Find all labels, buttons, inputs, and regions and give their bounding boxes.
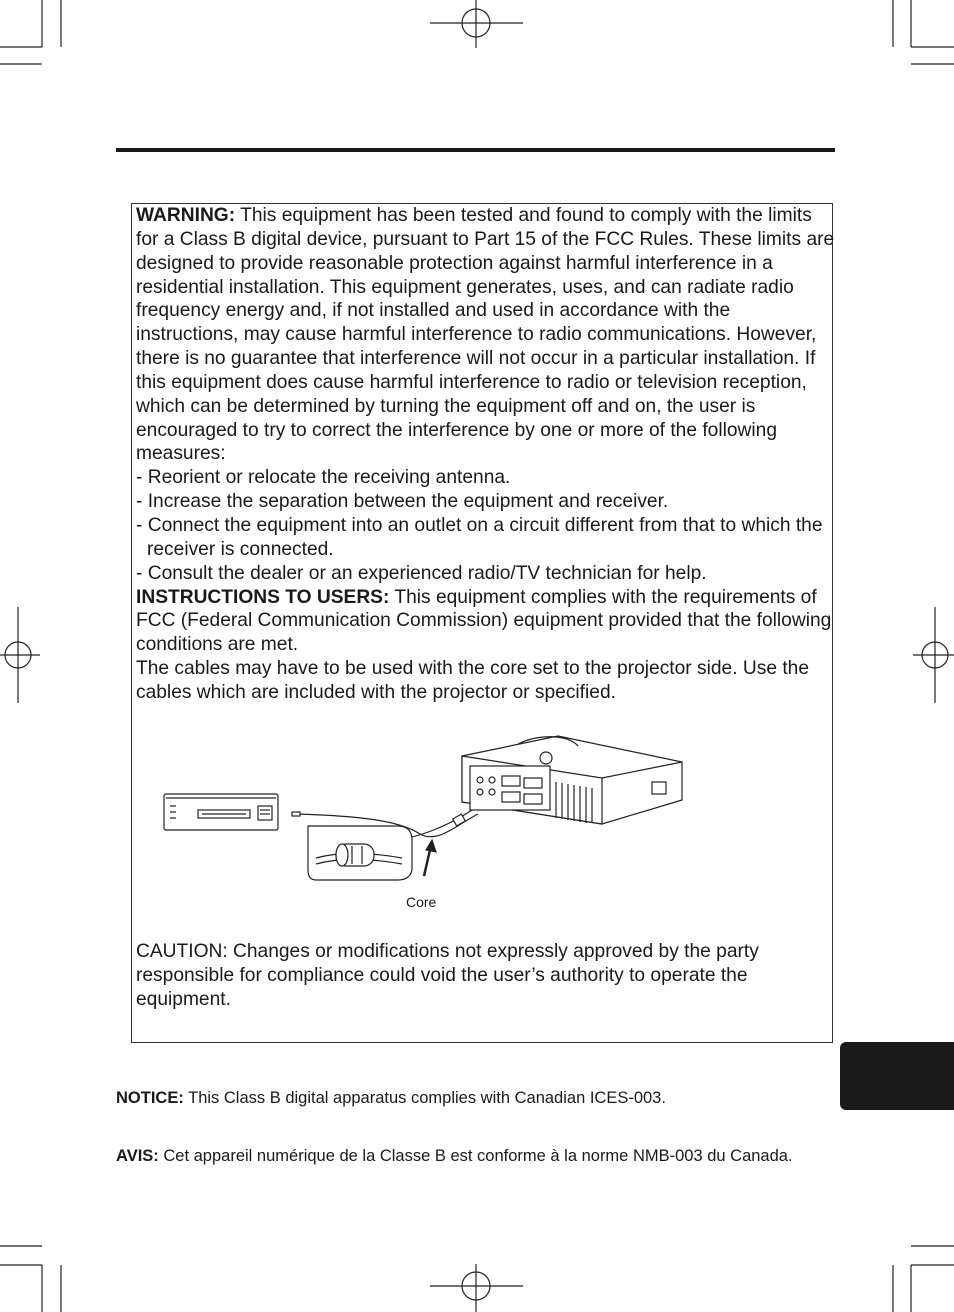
cables-paragraph: The cables may have to be used with the core set to the projector side. Use the cables which are included with the projector or specified.	[136, 658, 809, 703]
vcr-device-illustration	[164, 794, 278, 830]
notice-label: NOTICE:	[116, 1089, 184, 1107]
notice-text: This Class B digital apparatus complies with Canadian ICES-003.	[183, 1089, 666, 1107]
warning-label: WARNING:	[136, 205, 236, 226]
projector-illustration	[462, 736, 682, 824]
instructions-label: INSTRUCTIONS TO USERS:	[136, 586, 390, 608]
caution-paragraph: CAUTION: Changes or modifications not expressly approved by the party responsible for compliance could void the user’s authority to operate the equipment.	[136, 941, 759, 1010]
section-tab-marker	[840, 1042, 954, 1110]
core-label: Core	[406, 894, 437, 910]
header-rule	[116, 148, 835, 152]
avis-label: AVIS:	[116, 1147, 159, 1165]
instructions-paragraph	[136, 586, 836, 658]
warning-text: This equipment has been tested and found to comply with the limits for a Class B digital device, pursuant to Part 15 of the FCC Rules. These limits are designed to provide reasonable protection against harmful interference in a residential installation. This equipment generates, uses, and can radiate radio frequency energy and, if not installed and used in accordance with the instructions, may cause harmful interference to radio communications. However, there is no guarantee that interference will not occur in a particular installation. If this equipment does cause harmful interference to radio or television reception, which can be determined by turning the equipment off and on, the user is encouraged to try to correct the interference by one or more of the following measures:	[136, 205, 835, 465]
core-inset-illustration	[308, 826, 412, 880]
warning-paragraph	[136, 204, 836, 466]
fcc-statement-box	[131, 203, 833, 1043]
cable-connection-illustration	[158, 726, 698, 918]
avis-text: Cet appareil numérique de la Classe B est conforme à la norme NMB-003 du Canada.	[158, 1147, 793, 1165]
fcc-statement-text	[136, 204, 836, 705]
canada-notice	[116, 1087, 816, 1109]
instructions-text: This equipment complies with the requirements of FCC (Federal Communication Commission) equipment provided that the following conditions are met.	[136, 586, 832, 656]
canada-avis	[116, 1145, 816, 1167]
measure-item: - Increase the separation between the equipment and receiver.	[136, 491, 669, 513]
measure-item: - Reorient or relocate the receiving antenna.	[136, 467, 511, 489]
measure-item: - Connect the equipment into an outlet on a circuit different from that to which the receiver is connected.	[136, 514, 823, 560]
measure-item: - Consult the dealer or an experienced radio/TV technician for help.	[136, 562, 707, 584]
